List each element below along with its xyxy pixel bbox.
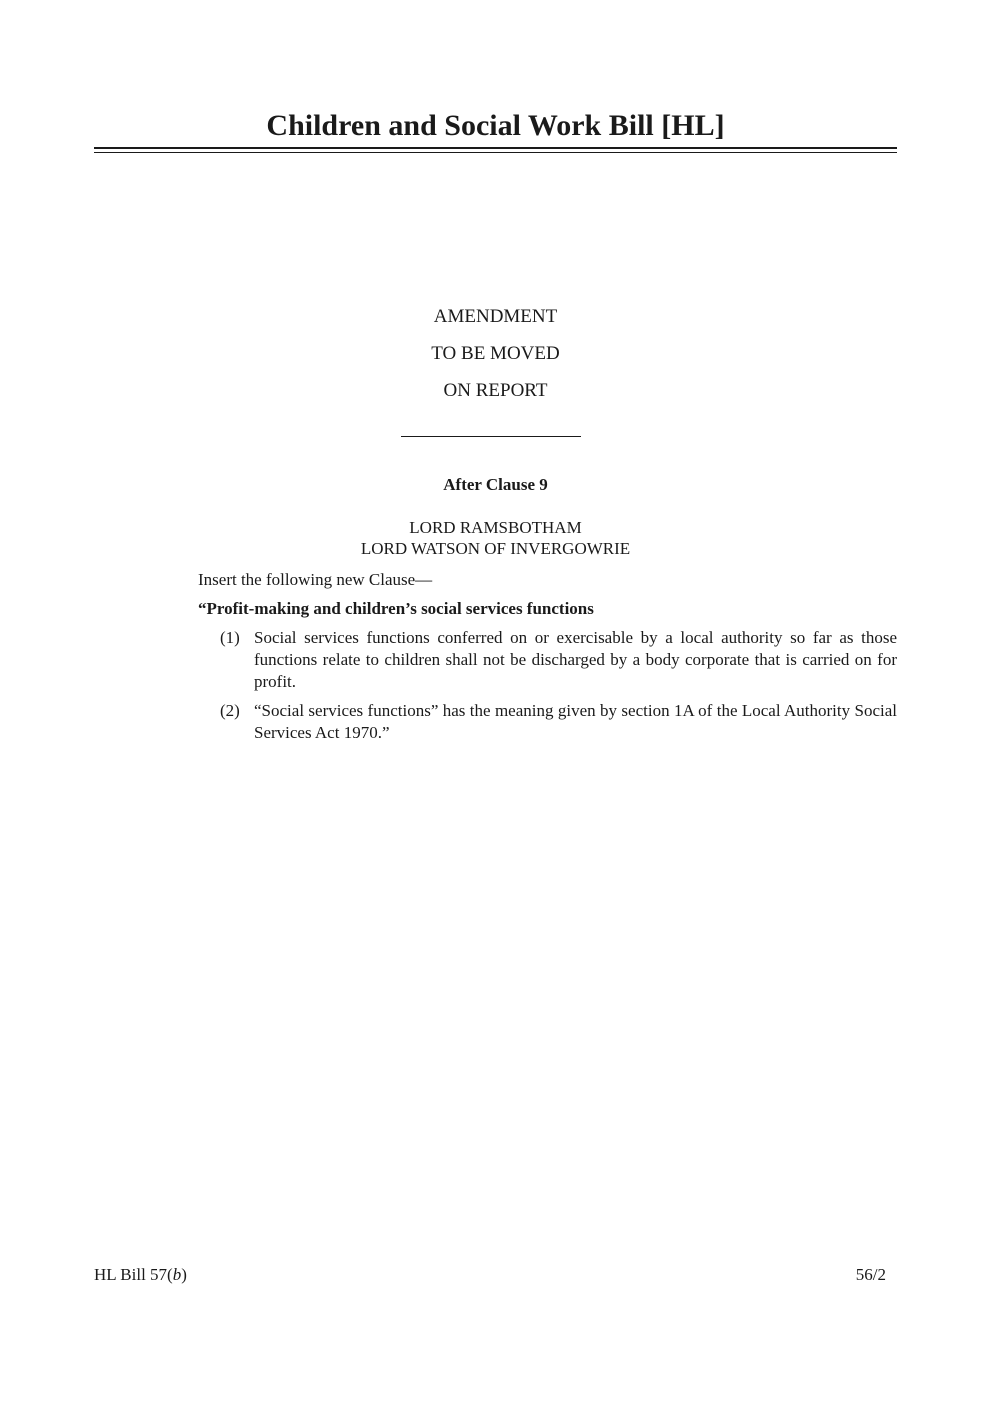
subsection — [198, 700, 897, 744]
mover-name: LORD WATSON OF INVERGOWRIE — [360, 539, 631, 558]
subsection-number: (1) — [220, 628, 240, 647]
page-reference: 56/2 — [855, 1265, 886, 1284]
document-title: Children and Social Work Bill [HL] — [266, 109, 725, 142]
heading-line-to-be-moved: TO BE MOVED — [431, 343, 560, 364]
clause-placement: After Clause 9 — [443, 475, 548, 494]
insert-instruction: Insert the following new Clause— — [198, 570, 433, 589]
subsection-text: “Social services functions” has the meaning given by section 1A of the Local Authority Social Services Act 1970.” — [254, 701, 897, 742]
heading-line-on-report: ON REPORT — [443, 380, 548, 401]
bill-ref-suffix: ) — [181, 1265, 187, 1284]
bill-ref-print-letter: b — [172, 1265, 182, 1284]
mover-name: LORD RAMSBOTHAM — [409, 518, 582, 537]
title-rule-thick — [94, 147, 897, 149]
bill-ref-prefix: HL Bill 57( — [94, 1265, 173, 1284]
subsection-text: Social services functions conferred on or exercisable by a local authority so far as those functions relate to children shall not be discharged by a body corporate that is carried on for profit. — [254, 628, 897, 691]
movers-block — [0, 517, 991, 559]
heading-line-amendment: AMENDMENT — [433, 306, 558, 327]
subsection-number: (2) — [220, 701, 240, 720]
new-clause-title: “Profit-making and children’s social services functions — [198, 599, 594, 618]
section-divider — [401, 436, 581, 437]
title-rule-thin — [94, 152, 897, 153]
bill-reference — [94, 1264, 187, 1286]
subsection — [198, 627, 897, 693]
